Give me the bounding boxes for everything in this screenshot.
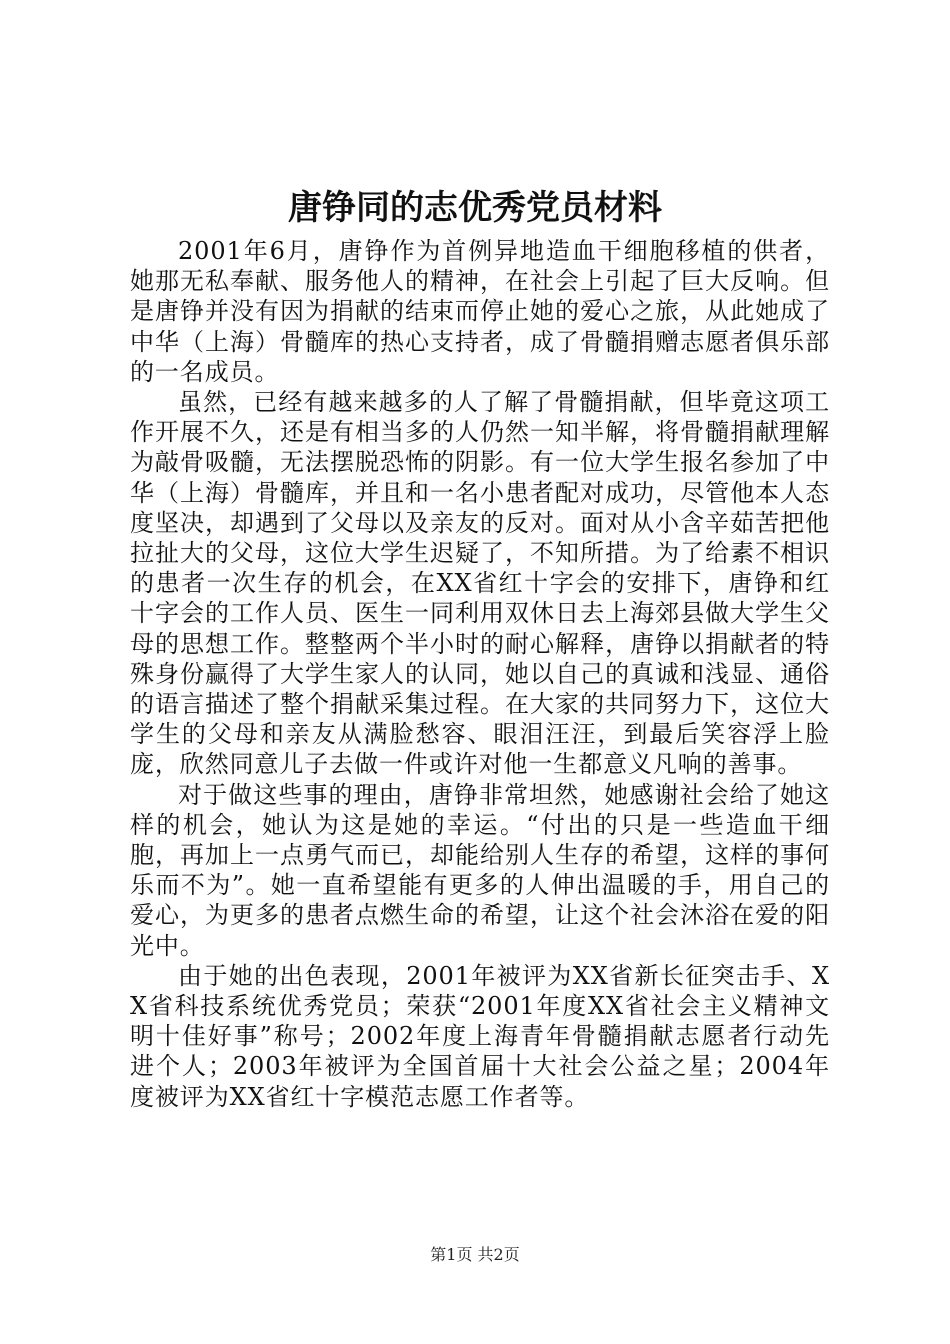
paragraph-3: 对于做这些事的理由，唐铮非常坦然，她感谢社会给了她这样的机会，她认为这是她的幸运。“付出的只是一些造血干细胞，再加上一点勇气而已，却能给别人生存的希望，这样的事何乐而不为”。她一直希望能有更多的人伸出温暖的手，用自己的爱心，为更多的患者点燃生命的希望，让这个社会沐浴在爱的阳光中。	[130, 780, 830, 960]
page-footer: 第1页 共2页	[430, 1245, 520, 1264]
paragraph-4: 由于她的出色表现，2001年被评为XX省新长征突击手、XX省科技系统优秀党员；荣获“2001年度XX省社会主义精神文明十佳好事”称号；2002年度上海青年骨髓捐献志愿者行动先进个人；2003年被评为全国首届十大社会公益之星；2004年度被评为XX省红十字模范志愿工作者等。	[130, 961, 830, 1111]
paragraph-1: 2001年6月，唐铮作为首例异地造血干细胞移植的供者，她那无私奉献、服务他人的精神，在社会上引起了巨大反响。但是唐铮并没有因为捐献的结束而停止她的爱心之旅，从此她成了中华（上海）骨髓库的热心支持者，成了骨髓捐赠志愿者俱乐部的一名成员。	[130, 237, 830, 386]
paragraph-2: 虽然，已经有越来越多的人了解了骨髓捐献，但毕竟这项工作开展不久，还是有相当多的人仍然一知半解，将骨髓捐献理解为敲骨吸髓，无法摆脱恐怖的阴影。有一位大学生报名参加了中华（上海）骨髓库，并且和一名小患者配对成功，尽管他本人态度坚决，却遇到了父母以及亲友的反对。面对从小含辛茹苦把他拉扯大的父母，这位大学生迟疑了，不知所措。为了给素不相识的患者一次生存的机会，在XX省红十字会的安排下，唐铮和红十字会的工作人员、医生一同利用双休日去上海郊县做大学生父母的思想工作。整整两个半小时的耐心解释，唐铮以捐献者的特殊身份赢得了大学生家人的认同，她以自己的真诚和浅显、通俗的语言描述了整个捐献采集过程。在大家的共同努力下，这位大学生的父母和亲友从满脸愁容、眼泪汪汪，到最后笑容浮上脸庞，欣然同意儿子去做一件或许对他一生都意义凡响的善事。	[130, 388, 830, 779]
page-title: 唐铮同的志优秀党员材料	[288, 188, 662, 228]
document-body	[130, 236, 830, 1112]
